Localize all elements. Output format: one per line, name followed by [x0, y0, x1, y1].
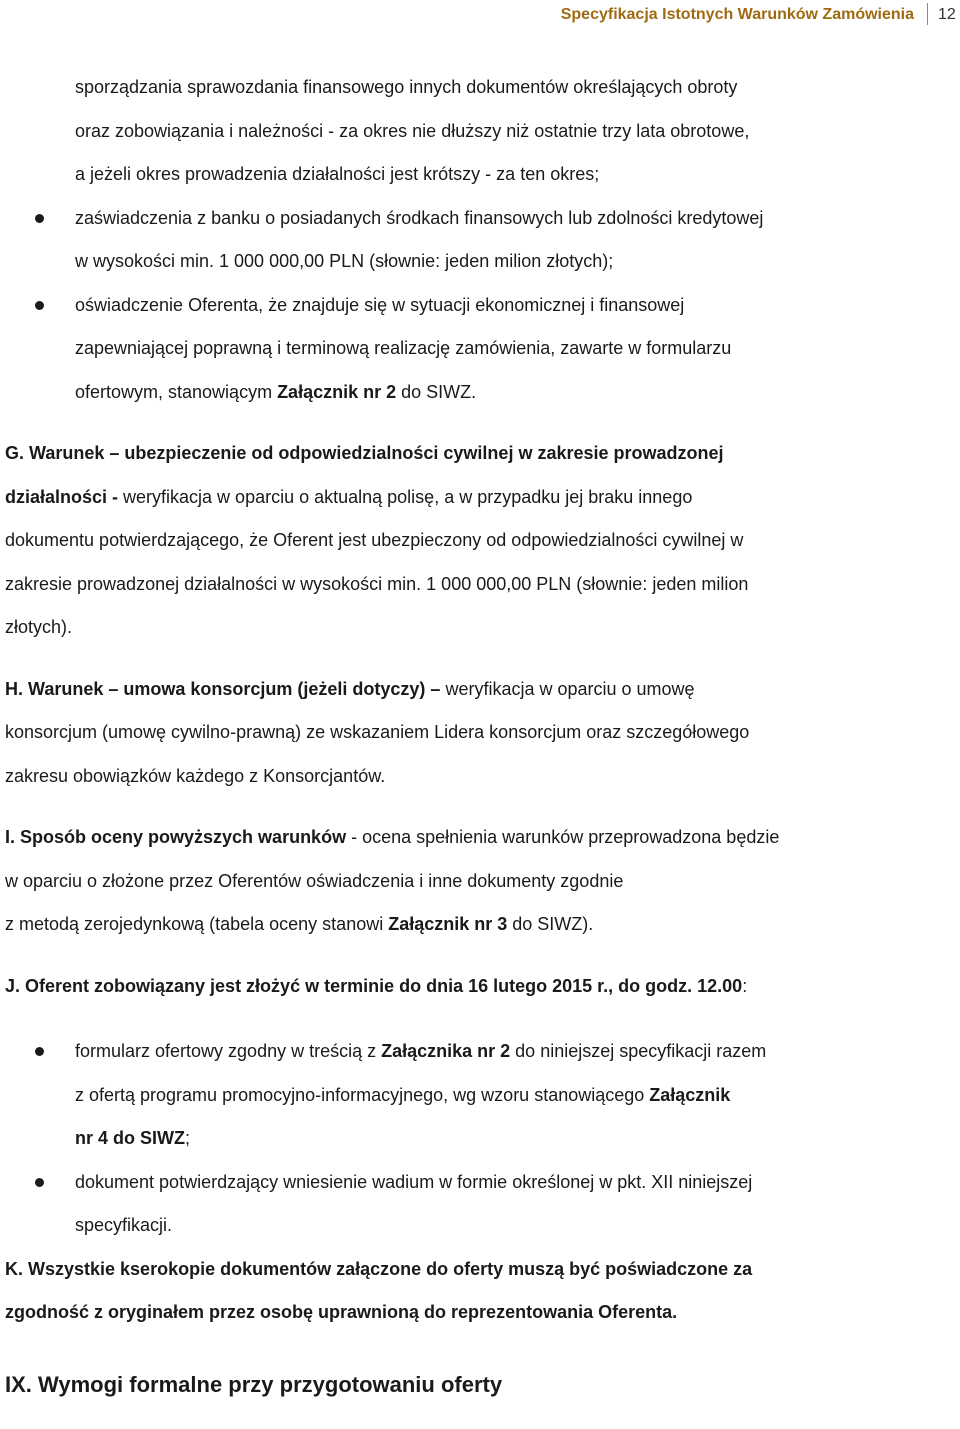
text-line [5, 476, 917, 520]
text-line: w wysokości min. 1 000 000,00 PLN (słownie: jeden milion złotych); [75, 251, 614, 271]
section-k-heading: K. Wszystkie kserokopie dokumentów załączone do oferty muszą być poświadczone za [5, 1258, 753, 1279]
page-header [0, 0, 960, 30]
bold-span: działalności - [5, 486, 119, 507]
text-line: oświadczenie Oferenta, że znajduje się w sytuacji ekonomicznej i finansowej [75, 294, 685, 315]
text-span: do niniejszej specyfikacji razem [510, 1041, 767, 1061]
text-span: weryfikacja w oparciu o aktualną polisę, a w przypadku jej braku innego [118, 486, 693, 507]
text-line: konsorcjum (umowę cywilno-prawną) ze wskazaniem Lidera konsorcjum oraz szczegółowego [5, 722, 750, 742]
section-k [5, 1248, 917, 1335]
text-line: złotych). [5, 617, 73, 637]
justified-line [75, 284, 917, 328]
text-line: specyfikacji. [75, 1215, 173, 1235]
text-line: zgodność z oryginałem przez osobę uprawnioną do reprezentowania Oferenta. [5, 1302, 678, 1322]
text-span: weryfikacja w oparciu o umowę [440, 678, 695, 699]
text-line: zakresie prowadzonej działalności w wysokości min. 1 000 000,00 PLN (słownie: jeden milion [5, 573, 749, 594]
text-line [5, 284, 917, 328]
section-g [5, 432, 917, 650]
continued-paragraph [5, 66, 917, 197]
text-line: oraz zobowiązania i należności - za okres nie dłuższy niż ostatnie trzy lata obrotowe, [75, 120, 750, 141]
section-j [5, 965, 917, 1009]
text-line [5, 816, 917, 860]
document-title: Specyfikacja Istotnych Warunków Zamówienia [560, 6, 914, 23]
attachment-ref: Załącznik [649, 1084, 731, 1105]
spacer [5, 947, 917, 965]
section-h [5, 668, 917, 799]
section-j-heading: J. Oferent zobowiązany jest złożyć w terminie do dnia 16 lutego 2015 r., do godz. 12.00 [5, 975, 743, 996]
text-span: formularz ofertowy zgodny w treścią z [75, 1041, 382, 1061]
section-i [5, 816, 917, 947]
text-line [5, 965, 917, 1009]
spacer [5, 1335, 917, 1365]
section-g-heading: G. Warunek – ubezpieczenie od odpowiedzialności cywilnej w zakresie prowadzonej [5, 443, 724, 463]
text-span: ; [185, 1128, 191, 1148]
spacer [5, 1008, 917, 1030]
spacer [5, 414, 917, 432]
section-h-heading: H. Warunek – umowa konsorcjum (jeżeli dotyczy) – [5, 678, 441, 699]
text-line [5, 1117, 917, 1161]
text-span: : [742, 975, 748, 996]
text-line [5, 371, 917, 415]
section-ix-title: IX. Wymogi formalne przy przygotowaniu oferty [5, 1371, 503, 1397]
bullet-icon [35, 1178, 44, 1187]
text-span: ofertowym, stanowiącym [75, 381, 278, 402]
text-span: z metodą zerojedynkową (tabela oceny stanowi [5, 914, 389, 934]
bullet-icon [35, 1047, 44, 1056]
bullet-icon [35, 214, 44, 223]
text-span: do SIWZ. [396, 381, 477, 402]
page-number: 12 [938, 6, 956, 23]
list-item-oferent-statement [5, 284, 917, 415]
text-line: zakresu obowiązków każdego z Konsorcjantów. [5, 765, 386, 786]
text-line: a jeżeli okres prowadzenia działalności jest krótszy - za ten okres; [75, 164, 600, 184]
text-line: sporządzania sprawozdania finansowego innych dokumentów określających obroty [75, 77, 738, 97]
attachment-ref: Załącznik nr 2 [277, 381, 397, 402]
text-span: - ocena spełnienia warunków przeprowadzona będzie [346, 827, 780, 847]
attachment-ref: Załącznika nr 2 [381, 1041, 511, 1061]
bullet-icon [35, 301, 44, 310]
section-i-heading: I. Sposób oceny powyższych warunków [5, 827, 347, 847]
text-span: do SIWZ). [507, 914, 594, 934]
spacer [5, 650, 917, 668]
header-divider [927, 3, 928, 25]
text-span: z ofertą programu promocyjno-informacyjnego, wg wzoru stanowiącego [75, 1084, 650, 1105]
list-item-offer-form [5, 1030, 917, 1161]
text-line: dokument potwierdzający wniesienie wadium w formie określonej w pkt. XII niniejszej [75, 1171, 753, 1192]
document-body [5, 66, 917, 1405]
text-line: dokumentu potwierdzającego, że Oferent jest ubezpieczony od odpowiedzialności cywilnej w [5, 530, 744, 550]
attachment-ref: nr 4 do SIWZ [75, 1128, 185, 1148]
text-line: w oparciu o złożone przez Oferentów oświadczenia i inne dokumenty zgodnie [5, 870, 624, 891]
text-line [5, 1030, 917, 1074]
attachment-ref: Załącznik nr 3 [388, 914, 508, 934]
list-item-deposit-proof [5, 1161, 917, 1248]
text-line [5, 668, 917, 712]
spacer [5, 798, 917, 816]
text-line: zapewniającej poprawną i terminową realizację zamówienia, zawarte w formularzu [75, 338, 732, 358]
text-line: zaświadczenia z banku o posiadanych środkach finansowych lub zdolności kredytowej [75, 207, 764, 228]
text-line [5, 903, 917, 947]
list-item-bank-certificate [5, 197, 917, 284]
text-line [5, 1074, 917, 1118]
